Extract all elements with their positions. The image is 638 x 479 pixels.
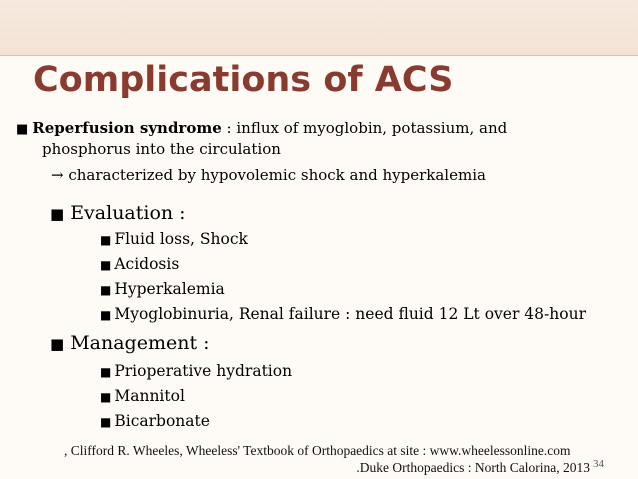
- footer-citation-line2: .Duke Orthopaedics : North Calorina, 2013: [356, 460, 590, 475]
- arrow-line-text: characterized by hypovolemic shock and hyperkalemia: [63, 166, 486, 184]
- evaluation-heading: [50, 202, 186, 224]
- management-heading: [50, 332, 210, 354]
- list-item: [100, 230, 248, 248]
- square-bullet-icon: ■: [50, 205, 65, 223]
- square-bullet-icon: ■: [100, 415, 112, 429]
- management-heading-text: Management :: [70, 332, 210, 354]
- list-item-text: Prioperative hydration: [114, 362, 293, 380]
- list-item-text: Bicarbonate: [114, 412, 210, 430]
- square-bullet-icon: ■: [50, 335, 65, 353]
- square-bullet-icon: ■: [100, 283, 112, 297]
- main-bullet-text: : influx of myoglobin, potassium, and: [221, 119, 508, 137]
- footer-citation-line1: , Clifford R. Wheeles, Wheeless' Textbook of Orthopaedics at site : www.wheelessonline.com: [64, 443, 571, 458]
- list-item: [100, 362, 292, 380]
- list-item: [100, 255, 179, 273]
- list-item-text: Fluid loss, Shock: [114, 230, 248, 248]
- square-bullet-icon: ■: [100, 390, 112, 404]
- square-bullet-icon: ■: [100, 365, 112, 379]
- square-bullet-icon: ■: [100, 308, 112, 322]
- square-bullet-icon: ■: [100, 258, 112, 272]
- list-item-text: Acidosis: [114, 255, 180, 273]
- arrow-line: [51, 166, 486, 184]
- slide-title: Complications of ACS: [33, 60, 454, 100]
- square-bullet-icon: ■: [100, 233, 112, 247]
- list-item-text: Myoglobinuria, Renal failure : need fluid 12 Lt over 48-hour: [114, 305, 586, 323]
- list-item: [100, 280, 225, 298]
- list-item: [100, 412, 210, 430]
- list-item-text: Hyperkalemia: [114, 280, 225, 298]
- page-number: 34: [593, 458, 604, 470]
- main-bullet-bold: Reperfusion syndrome: [32, 119, 222, 137]
- right-arrow-icon: →: [51, 166, 64, 184]
- list-item: [100, 387, 185, 405]
- list-item: [100, 305, 586, 323]
- square-bullet-icon: ■: [16, 122, 29, 137]
- main-bullet: [16, 119, 507, 137]
- list-item-text: Mannitol: [114, 387, 185, 405]
- evaluation-heading-text: Evaluation :: [70, 202, 186, 224]
- main-bullet-continued: phosphorus into the circulation: [42, 140, 281, 158]
